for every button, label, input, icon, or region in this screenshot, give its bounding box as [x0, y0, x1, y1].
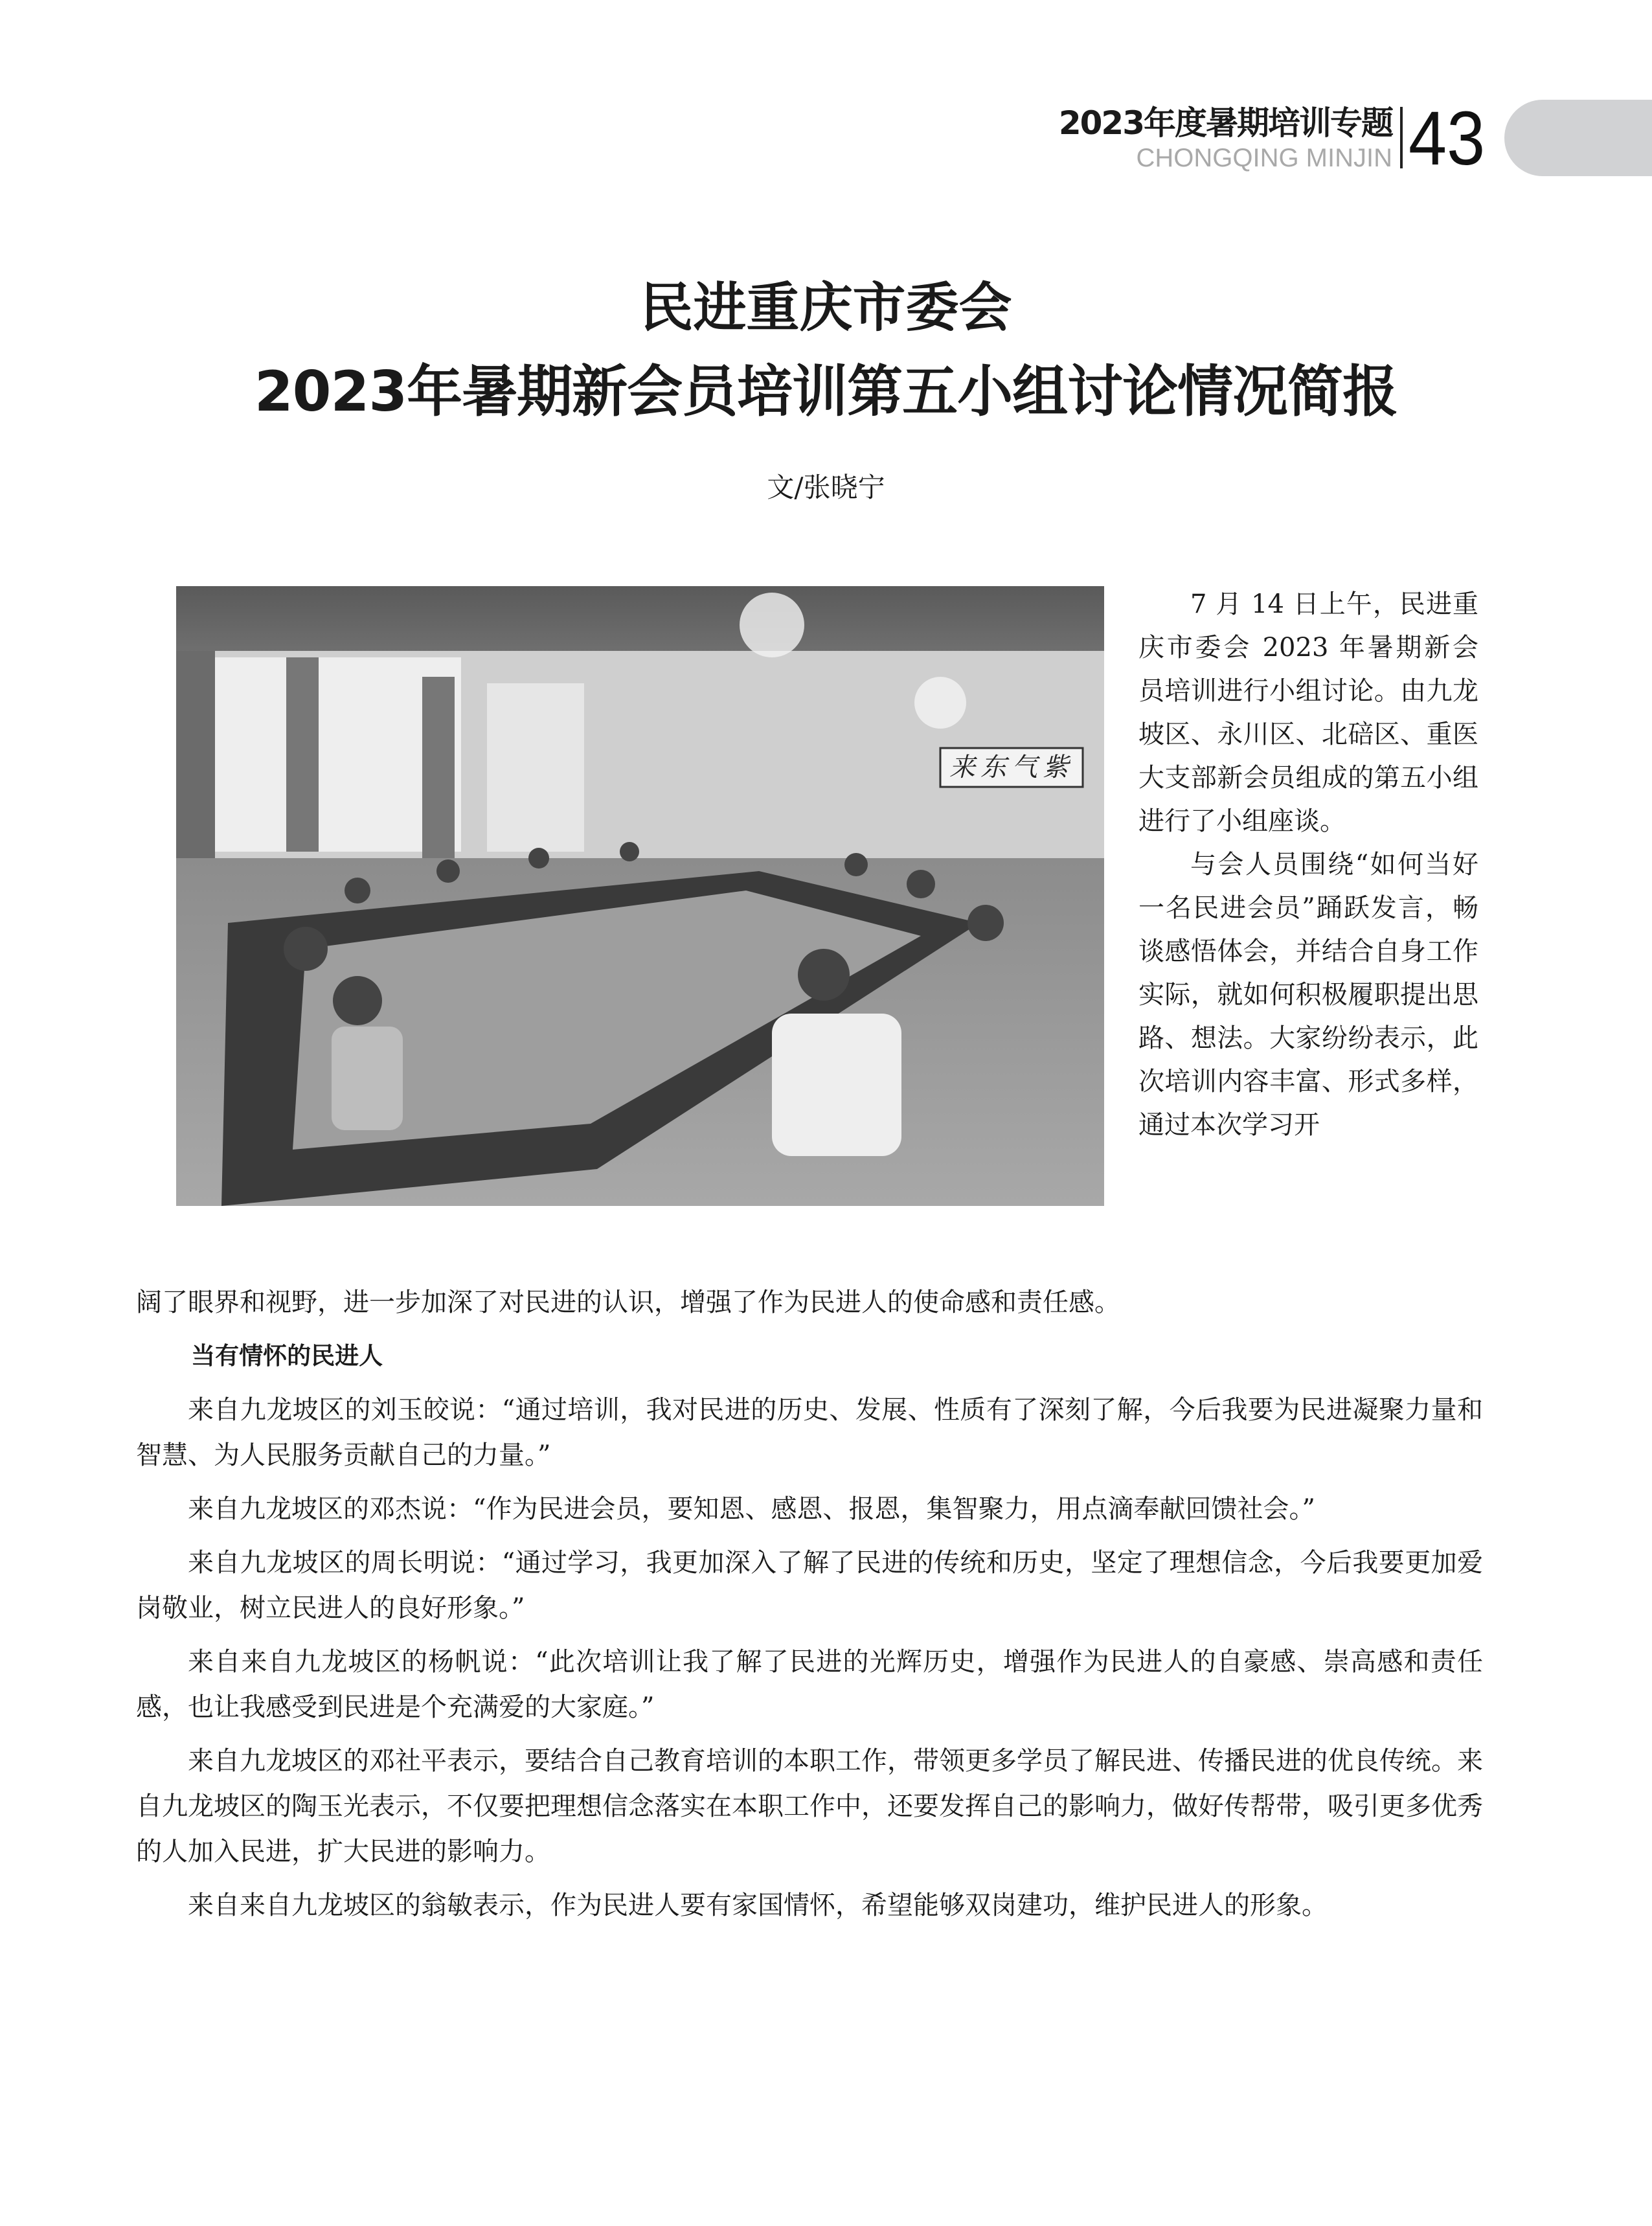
- article-title-line2: 2023年暑期新会员培训第五小组讨论情况简报: [254, 359, 1398, 424]
- body-paragraph: 来自来自九龙坡区的杨帆说：“此次培训让我了解了民进的光辉历史，增强作为民进人的自豪感、崇高感和责任感，也让我感受到民进是个充满爱的大家庭。”: [136, 1647, 1483, 1722]
- header-divider: [1400, 107, 1403, 168]
- magazine-name: CHONGQING MINJIN: [1136, 144, 1392, 172]
- article-body: [136, 1280, 1483, 1936]
- intro-paragraph: 与会人员围绕“如何当好一名民进会员”踊跃发言，畅谈感悟体会，并结合自身工作实际，就如何积极履职提出思路、想法。大家纷纷表示，此次培训内容丰富、形式多样，通过本次学习开: [1138, 850, 1478, 1140]
- body-paragraph: 来自九龙坡区的刘玉皎说：“通过培训，我对民进的历史、发展、性质有了深刻了解，今后我要为民进凝聚力量和智慧、为人民服务贡献自己的力量。”: [136, 1395, 1483, 1470]
- intro-column: [1138, 583, 1478, 1147]
- intro-paragraph: 7 月 14 日上午，民进重庆市委会 2023 年暑期新会员培训进行小组讨论。由九龙坡区、永川区、北碚区、重医大支部新会员组成的第五小组进行了小组座谈。: [1138, 589, 1478, 836]
- body-paragraph: 来自来自九龙坡区的翁敏表示，作为民进人要有家国情怀，希望能够双岗建功，维护民进人的形象。: [188, 1891, 1328, 1920]
- article-title-line1: 民进重庆市委会: [640, 277, 1012, 339]
- page-number: 43: [1409, 96, 1486, 181]
- calligraphy-banner: 紫气东来: [949, 753, 1074, 782]
- meeting-photo: [176, 586, 1104, 1206]
- body-paragraph: 来自九龙坡区的邓杰说：“作为民进会员，要知恩、感恩、报恩，集智聚力，用点滴奉献回馈社会。”: [188, 1494, 1315, 1524]
- section-title: 2023年度暑期培训专题: [1058, 104, 1392, 142]
- section-heading: 当有情怀的民进人: [191, 1342, 383, 1370]
- continuation-paragraph: 阔了眼界和视野，进一步加深了对民进的认识，增强了作为民进人的使命感和责任感。: [136, 1288, 1120, 1317]
- byline: 文/张晓宁: [767, 471, 885, 503]
- page-tab: [1504, 100, 1652, 176]
- meeting-photo-illustration: [176, 586, 1104, 1206]
- body-paragraph: 来自九龙坡区的邓社平表示，要结合自己教育培训的本职工作，带领更多学员了解民进、传播民进的优良传统。来自九龙坡区的陶玉光表示，不仅要把理想信念落实在本职工作中，还要发挥自己的影响力，做好传帮带，吸引更多优秀的人加入民进，扩大民进的影响力。: [136, 1746, 1483, 1867]
- body-paragraph: 来自九龙坡区的周长明说：“通过学习，我更加深入了解了民进的传统和历史，坚定了理想信念，今后我要更加爱岗敬业，树立民进人的良好形象。”: [136, 1548, 1483, 1623]
